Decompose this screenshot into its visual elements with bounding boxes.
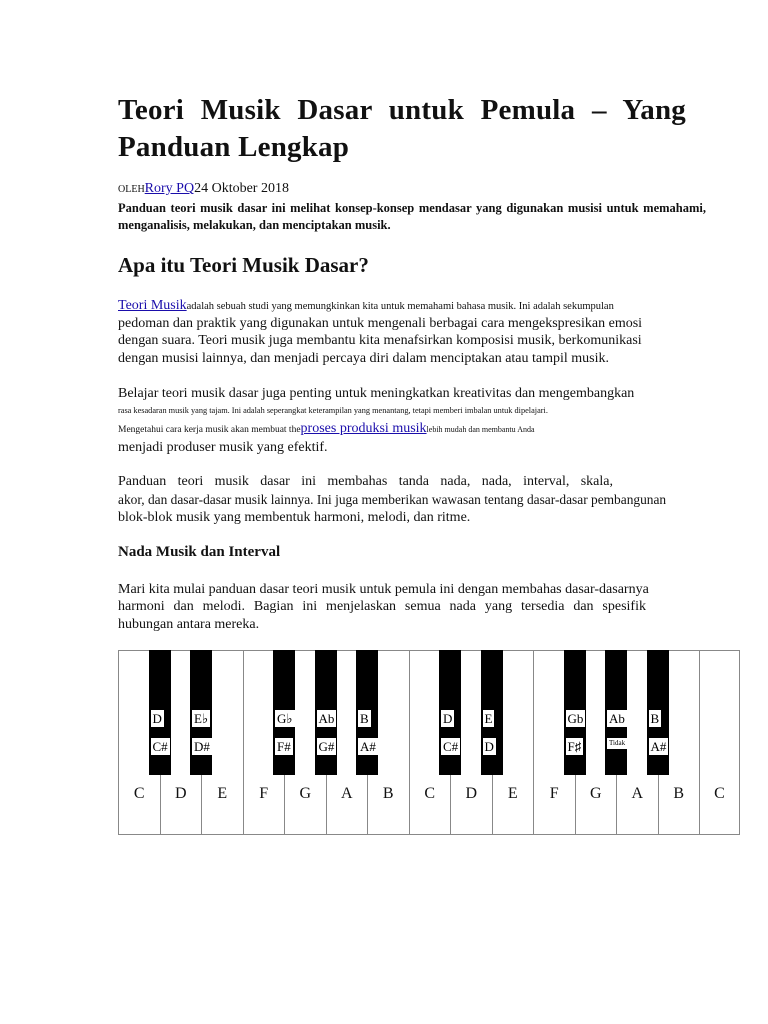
white-key-label: B — [673, 785, 685, 802]
intro-paragraph: Panduan teori musik dasar ini melihat konsep-konsep mendasar yang digunakan musisi untuk memahami, menganalisis, melakukan, dan menciptakan musik. — [118, 201, 706, 232]
white-key-label: G — [589, 785, 602, 802]
paragraph-2-line-1: Belajar teori musik dasar juga penting untuk meningkatkan kreativitas dan mengembangkan — [118, 386, 635, 401]
paragraph-3-line-2: akor, dan dasar-dasar musik lainnya. Ini juga memberikan wawasan tentang dasar-dasar pembangunan — [118, 492, 667, 507]
white-key — [699, 650, 740, 835]
section-heading: Apa itu Teori Musik Dasar? — [118, 253, 369, 277]
black-key-sharp-label: Tidak — [609, 739, 626, 747]
piano-keyboard-diagram — [118, 650, 740, 836]
black-key — [315, 650, 337, 775]
teori-musik-link[interactable]: Teori Musik — [118, 298, 187, 313]
black-key-flat-label: G♭ — [277, 711, 293, 726]
black-key — [273, 650, 295, 775]
black-key-sharp-label: C# — [443, 739, 459, 754]
white-key-label: G — [299, 785, 312, 802]
paragraph-1-line-1: Teori Musikadalah sebuah studi yang memungkinkan kita untuk memahami bahasa musik. Ini adalah sekumpulan — [118, 298, 614, 313]
white-key-label: E — [507, 785, 518, 802]
white-key-label: D — [174, 785, 187, 802]
black-key-flat-label: E — [484, 711, 493, 726]
paragraph-2-line-4: menjadi produser musik yang efektif. — [118, 440, 328, 455]
paragraph-1-line-4: dengan musisi lainnya, dan menjadi percaya diri dalam menciptakan atau tampil musik. — [118, 351, 610, 366]
proses-produksi-link[interactable]: proses produksi musik — [300, 421, 427, 436]
black-key — [190, 650, 212, 775]
black-key — [605, 650, 627, 775]
white-key-label: B — [382, 785, 394, 802]
black-key-sharp-label: A# — [650, 739, 667, 754]
white-key-label: C — [133, 785, 145, 802]
byline-prefix: OLEH — [118, 184, 145, 195]
paragraph-2-line-3: Mengetahui cara kerja musik akan membuat theproses produksi musiklebih mudah dan membantu Anda — [118, 421, 535, 436]
white-key-label: C — [424, 785, 436, 802]
byline — [118, 181, 289, 197]
paragraph-4-line-2: harmoni dan melodi. Bagian ini menjelaskan semua nada yang tersedia dan spesifik — [118, 599, 646, 614]
black-key — [439, 650, 461, 775]
black-key-flat-label: B — [650, 711, 660, 726]
black-key-sharp-label: D — [484, 739, 494, 754]
paragraph-3-line-3: blok-blok musik yang membentuk harmoni, melodi, dan ritme. — [118, 510, 471, 525]
white-key-label: F — [549, 785, 559, 802]
black-key-flat-label: Ab — [609, 711, 625, 726]
black-key-flat-label: B — [360, 711, 369, 726]
white-key-label: D — [465, 785, 478, 802]
black-key-sharp-label: A# — [360, 739, 376, 754]
author-link[interactable]: Rory PQ — [144, 181, 195, 196]
black-key-sharp-label: D# — [194, 739, 210, 754]
black-key-sharp-label: F# — [277, 739, 291, 754]
white-key-label: F — [259, 785, 269, 802]
black-key-flat-label: Ab — [318, 711, 335, 726]
black-key-flat-label: E♭ — [194, 711, 209, 726]
black-key — [149, 650, 171, 775]
black-key-sharp-label: G# — [318, 739, 335, 754]
paragraph-4-line-1: Mari kita mulai panduan dasar teori musik untuk pemula ini dengan membahas dasar-dasarnya — [118, 582, 649, 597]
paragraph-3-line-1: Panduan teori musik dasar ini membahas tanda nada, nada, interval, skala, — [118, 474, 613, 489]
black-key-flat-label: Gb — [567, 711, 584, 726]
black-key — [356, 650, 378, 775]
publish-date: 24 Oktober 2018 — [194, 181, 289, 196]
black-key-flat-label: D — [443, 711, 453, 726]
white-key-label: A — [340, 785, 353, 802]
white-key-label: C — [714, 785, 725, 802]
black-key-sharp-label: F♯ — [567, 739, 582, 754]
paragraph-1-line-2: pedoman dan praktik yang digunakan untuk mengenali berbagai cara mengekspresikan emosi — [118, 316, 643, 331]
subsection-heading: Nada Musik dan Interval — [118, 544, 281, 560]
white-key-label: A — [631, 785, 644, 802]
paragraph-2-line-2: rasa kesadaran musik yang tajam. Ini adalah seperangkat keterampilan yang menantang, tetapi memberi imbalan untuk dipelajari. — [118, 406, 548, 415]
paragraph-1-line-3: dengan suara. Teori musik juga membantu kita menafsirkan komposisi musik, berkomunikasi — [118, 333, 642, 348]
white-key-label: E — [217, 785, 228, 802]
black-key-sharp-label: C# — [152, 739, 168, 754]
paragraph-4-line-3: hubungan antara mereka. — [118, 617, 260, 632]
black-key — [481, 650, 503, 775]
black-key — [647, 650, 669, 775]
black-key-flat-label: D — [152, 711, 162, 726]
article-title: Teori Musik Dasar untuk Pemula – Yang Panduan Lengkap — [118, 94, 686, 163]
black-key — [564, 650, 586, 775]
